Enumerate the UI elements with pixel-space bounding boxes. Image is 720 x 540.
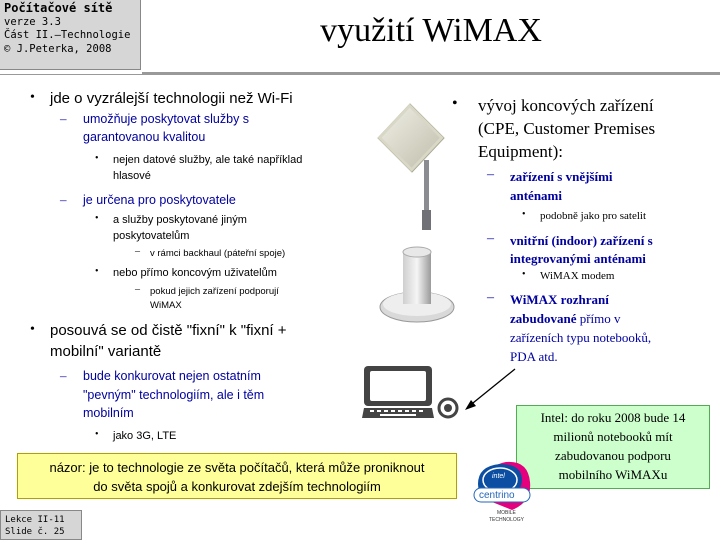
left-sub-3b: "pevným" technologiím, ale i těm xyxy=(83,388,265,402)
left-sub-1b: garantovanou kvalitou xyxy=(83,130,206,144)
right-sub-2b: integrovanými anténami xyxy=(510,251,646,266)
left-sub-3c: mobilním xyxy=(83,406,134,420)
logo-sub-2: TECHNOLOGY xyxy=(489,517,525,523)
bullet-icon: • xyxy=(522,209,526,220)
dash-icon: – xyxy=(487,167,494,182)
opinion-line-2: do světa spojů a konkurovat zdejším technologiím xyxy=(93,479,381,494)
right-sub-1b: anténami xyxy=(510,188,562,203)
bullet-icon: • xyxy=(95,266,99,277)
right-sub-3b-rest: přímo v xyxy=(576,311,621,326)
slide-title: využití WiMAX xyxy=(320,12,542,49)
dash-icon: – xyxy=(135,284,140,295)
left-sub-2-1b: poskytovatelům xyxy=(113,230,190,242)
opinion-note-box xyxy=(17,453,457,499)
left-bullet-2a: posouvá se od čistě "fixní" k "fixní + xyxy=(50,322,287,339)
author-label: © J.Peterka, 2008 xyxy=(4,42,112,55)
left-sub-2: je určena pro poskytovatele xyxy=(83,193,236,207)
bullet-icon: • xyxy=(95,429,99,440)
slide-number-label: Slide č. 25 xyxy=(5,527,65,537)
right-sub-2-1: WiMAX modem xyxy=(540,270,615,282)
left-sub-2-2-1b: WiMAX xyxy=(150,300,182,311)
intel-note-line-1: Intel: do roku 2008 bude 14 xyxy=(540,410,686,425)
left-sub-2-2: nebo přímo koncovým uživatelům xyxy=(113,267,277,279)
left-sub-2-1-1: v rámci backhaul (páteřní spoje) xyxy=(150,248,286,259)
right-sub-2a: vnitřní (indoor) zařízení s xyxy=(510,233,653,248)
bullet-icon: • xyxy=(95,213,99,224)
title-bar xyxy=(142,0,720,70)
left-sub-3-1: jako 3G, LTE xyxy=(113,430,177,442)
right-sub-3c: zařízeních typu notebooků, xyxy=(510,330,652,345)
right-sub-3b-bold: zabudované xyxy=(510,311,577,326)
opinion-line-1: názor: je to technologie ze světa počítačů, která může proniknout xyxy=(49,460,425,475)
notebook-icon xyxy=(360,362,465,426)
bullet-icon: • xyxy=(95,153,99,164)
dash-icon: – xyxy=(487,290,494,305)
left-sub-1-1a: nejen datové služby, ale také například xyxy=(113,154,303,166)
part-label: Část II.–Technologie xyxy=(4,29,131,41)
intel-note-line-2: milionů notebooků mít xyxy=(553,429,673,444)
right-bullet-1c: Equipment): xyxy=(478,142,563,161)
left-sub-1-1b: hlasové xyxy=(113,170,151,182)
right-bullet-1a: vývoj koncových zařízení xyxy=(478,96,654,115)
left-bullet-1: jde o vyzrálejší technologii než Wi-Fi xyxy=(50,90,293,107)
dash-icon: – xyxy=(60,192,67,207)
dash-icon: – xyxy=(60,111,67,126)
bullet-icon: • xyxy=(30,322,35,337)
right-sub-1-1: podobně jako pro satelit xyxy=(540,210,647,222)
slide-footer-box xyxy=(0,510,82,540)
bullet-icon: • xyxy=(452,95,458,112)
left-sub-3a: bude konkurovat nejen ostatním xyxy=(83,369,261,383)
right-bullet-1b: (CPE, Customer Premises xyxy=(478,119,656,138)
intel-note-line-3: zabudovanou podporu xyxy=(555,448,671,463)
dash-icon: – xyxy=(135,246,140,257)
intel-note-line-4: mobilního WiMAXu xyxy=(558,467,668,482)
left-bullet-2b: mobilní" variantě xyxy=(50,343,162,360)
centrino-logo xyxy=(472,458,534,530)
left-sub-1a: umožňuje poskytovat služby s xyxy=(83,112,250,126)
version-label: verze 3.3 xyxy=(4,15,61,28)
pointer-arrow xyxy=(460,365,520,415)
course-info-box xyxy=(0,0,141,70)
bullet-icon: • xyxy=(522,269,526,280)
logo-sub-1: MOBILE xyxy=(497,510,516,516)
centrino-wordmark: centrino xyxy=(479,490,515,501)
intel-note-box xyxy=(516,405,710,489)
header-divider xyxy=(0,74,720,75)
dash-icon: – xyxy=(487,231,494,246)
lesson-label: Lekce II-11 xyxy=(5,515,65,525)
outdoor-antenna-image xyxy=(372,100,448,235)
indoor-modem-image xyxy=(378,242,456,326)
right-sub-3b xyxy=(510,309,621,328)
course-title: Počítačové sítě xyxy=(4,1,113,15)
left-sub-2-2-1a: pokud jejich zařízení podporují xyxy=(150,286,279,297)
intel-wordmark: intel xyxy=(492,473,505,480)
left-sub-2-1a: a služby poskytované jiným xyxy=(113,214,247,226)
right-sub-3a: WiMAX rozhraní xyxy=(510,292,609,307)
bullet-icon: • xyxy=(30,90,35,105)
right-sub-1a: zařízení s vnějšími xyxy=(510,169,613,184)
right-sub-3d: PDA atd. xyxy=(510,349,558,364)
dash-icon: – xyxy=(60,368,67,383)
